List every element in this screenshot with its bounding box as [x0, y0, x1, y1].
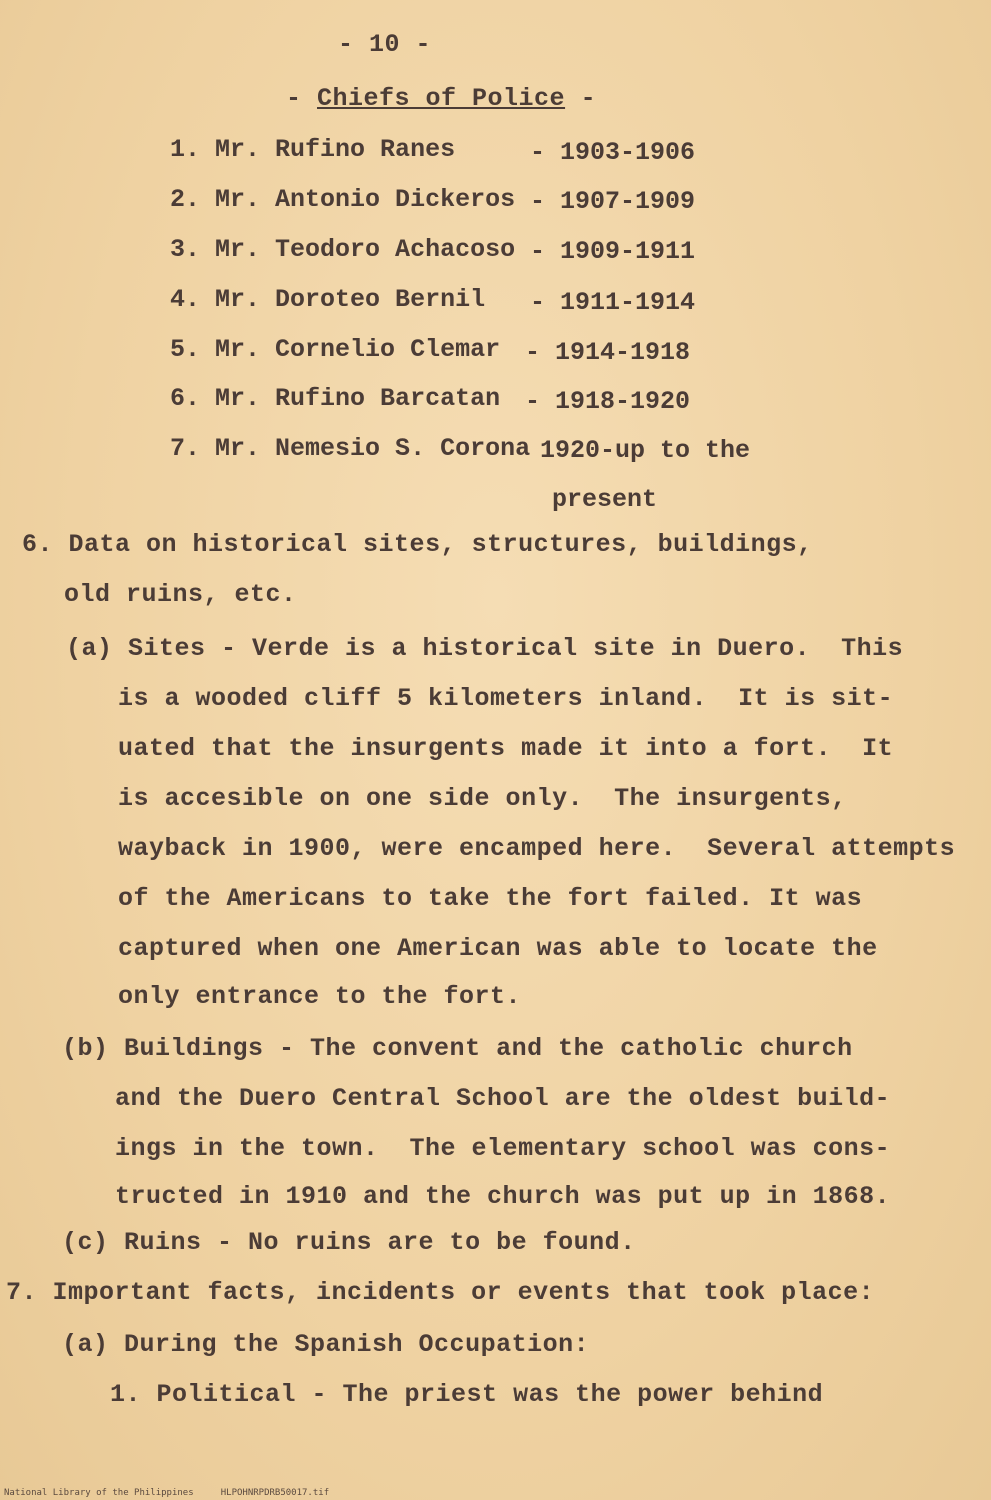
- chief-dash: -: [530, 187, 546, 216]
- section6-title: 6. Data on historical sites, structures, buildings,: [22, 530, 813, 559]
- chief-years: [540, 436, 750, 465]
- chief-name: Mr. Antonio Dickeros: [215, 185, 516, 214]
- heading-title: Chiefs of Police: [317, 84, 566, 113]
- chief-term: 1918-1920: [555, 387, 691, 416]
- section6-ruins-line: (c) Ruins - No ruins are to be found.: [62, 1228, 636, 1257]
- section7-subheading: (a) During the Spanish Occupation:: [62, 1330, 590, 1359]
- chief-dash: -: [530, 288, 546, 317]
- chief-years: [530, 138, 695, 167]
- paragraph-line: of the Americans to take the fort failed. It was: [118, 884, 863, 913]
- chief-years: [525, 338, 690, 367]
- paragraph-line: and the Duero Central School are the oldest build-: [115, 1084, 891, 1113]
- chief-number: 3.: [170, 235, 201, 264]
- paragraph-line: ings in the town. The elementary school was cons-: [115, 1134, 891, 1163]
- chief-name: Mr. Teodoro Achacoso: [215, 235, 516, 264]
- paragraph-line: wayback in 1900, were encamped here. Several attempts: [118, 834, 956, 863]
- chief-name: Mr. Nemesio S. Corona: [215, 434, 531, 463]
- chief-dash: -: [525, 338, 541, 367]
- chief-row: [170, 185, 515, 214]
- paragraph-line: captured when one American was able to locate the: [118, 934, 878, 963]
- chief-number: 7.: [170, 434, 201, 463]
- chief-dash: -: [525, 387, 541, 416]
- chief-years: [525, 387, 690, 416]
- chief-years: [530, 237, 695, 266]
- chief-name: Mr. Rufino Barcatan: [215, 384, 501, 413]
- section-heading: [286, 84, 596, 113]
- section6-title-cont: old ruins, etc.: [64, 580, 297, 609]
- chief-row: [170, 135, 455, 164]
- chief-term: 1907-1909: [560, 187, 696, 216]
- chief-row: [170, 335, 500, 364]
- chief-dash: -: [530, 237, 546, 266]
- chief-name: Mr. Doroteo Bernil: [215, 285, 486, 314]
- paragraph-line: tructed in 1910 and the church was put up in 1868.: [115, 1182, 891, 1211]
- paragraph-line: is accesible on one side only. The insurgents,: [118, 784, 847, 813]
- chief-years: [530, 187, 695, 216]
- archive-footer: National Library of the Philippines HLPOHNRPDRB50017.tif: [4, 1488, 330, 1498]
- chief-number: 6.: [170, 384, 201, 413]
- chief-number: 1.: [170, 135, 201, 164]
- paragraph-line: only entrance to the fort.: [118, 982, 522, 1011]
- chief-dash: -: [530, 138, 546, 167]
- chief-years: [530, 288, 695, 317]
- paragraph-line: (b) Buildings - The convent and the catholic church: [62, 1034, 853, 1063]
- paragraph-line: (a) Sites - Verde is a historical site in Duero. This: [66, 634, 904, 663]
- chief-row: [170, 384, 500, 413]
- chief-name: Mr. Rufino Ranes: [215, 135, 456, 164]
- chief-number: 5.: [170, 335, 201, 364]
- chief-row: [170, 235, 515, 264]
- chief-number: 4.: [170, 285, 201, 314]
- paragraph-line: is a wooded cliff 5 kilometers inland. It is sit-: [118, 684, 894, 713]
- section7-item-1: 1. Political - The priest was the power behind: [110, 1380, 824, 1409]
- section7-title: 7. Important facts, incidents or events that took place:: [6, 1278, 875, 1307]
- heading-suffix: -: [565, 84, 597, 113]
- page-number: - 10 -: [338, 30, 432, 59]
- chief-term: 1911-1914: [560, 288, 696, 317]
- chief-number: 2.: [170, 185, 201, 214]
- chief-term: 1903-1906: [560, 138, 696, 167]
- chief-term-continuation: present: [552, 485, 658, 514]
- chief-row: [170, 285, 485, 314]
- paragraph-line: uated that the insurgents made it into a fort. It: [118, 734, 894, 763]
- chief-name: Mr. Cornelio Clemar: [215, 335, 501, 364]
- chief-term: 1920-up to the: [540, 436, 751, 465]
- chief-term: 1914-1918: [555, 338, 691, 367]
- chief-term: 1909-1911: [560, 237, 696, 266]
- chief-row: [170, 434, 530, 463]
- heading-prefix: -: [286, 84, 318, 113]
